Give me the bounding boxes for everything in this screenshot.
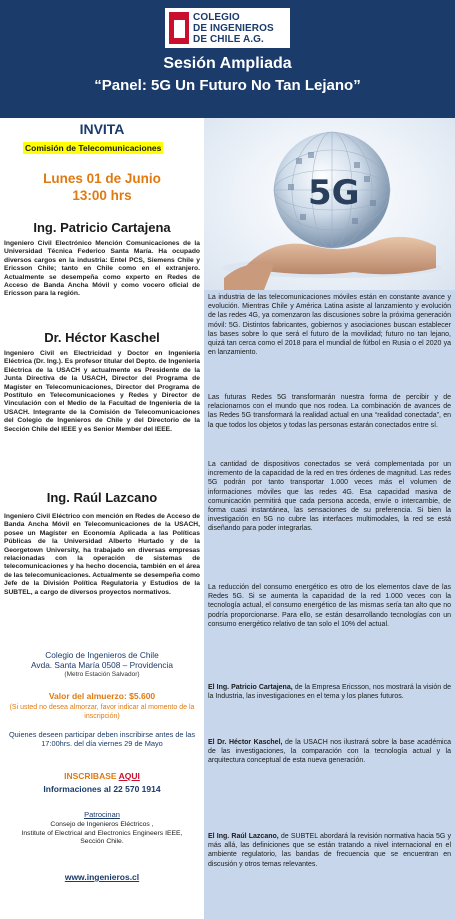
speaker-bio-kaschel: Ingeniero Civil en Electricidad y Doctor en Ingeniería Eléctrica (Dr. Ing.). Es profesor titular del Depto. de Ingeniería Eléctrica de la USACH y actualmente es Presidente de la Junta Directiva de la USACH, Director del Programa de Magíster en Telecomunicaciones, Director del Programa de Postítulo en Telecomunicaciones y Redes y Director de Vinculación con el Medio de la Facultad de Ingeniería de la USACH. Integrante de la Comisión de Telecomunicaciones del Colegio de Ingenieros de Chile y del Directorio de la Sección Chile del IEEE y es Senior Member del IEEE. xyxy=(4,350,200,433)
logo-mark-icon xyxy=(169,12,189,44)
hero-image xyxy=(204,118,455,290)
paragraph-lazcano-text: de SUBTEL abordará la revisión normativa hacia 5G y más allá, las definiciones que se están tratando a nivel internacional en el ambiente regulatorio, las bandas de frecuencia que se encuentran en discusión y otros temas relevantes. xyxy=(208,833,451,868)
speaker-bio-cartajena: Ingeniero Civil Electrónico Mención Comunicaciones de la Universidad Técnica Federico Santa María. Ha ocupado diversos cargos en la industria: Entel PCS, Siemens Chile y Ericsson Chile; tanto en Chile como en el extranjero. Actualmente se desempeña como experto en Redes de Acceso de Banda Ancha Móvil y como vocero oficial de Ericsson para la región. xyxy=(4,240,200,298)
speaker-name-cartajena: Ing. Patricio Cartajena xyxy=(33,220,171,235)
lunch-note: (Si usted no desea almorzar, favor indicar al momento de la inscripción) xyxy=(9,704,195,720)
inscribase-text: INSCRIBASE xyxy=(64,771,117,781)
info-phone: Informaciones al 22 570 1914 xyxy=(43,784,161,794)
venue-name: Colegio de Ingenieros de Chile xyxy=(45,650,159,660)
paragraph-cartajena xyxy=(208,683,451,701)
globe-5g-label: 5G xyxy=(308,173,360,213)
paragraph-cartajena-name: El Ing. Patricio Cartajena, xyxy=(208,684,293,691)
paragraph-lazcano-name: El Ing. Raúl Lazcano, xyxy=(208,833,279,840)
event-title: Sesión Ampliada xyxy=(163,55,292,72)
event-subtitle: “Panel: 5G Un Futuro No Tan Lejano” xyxy=(94,77,361,94)
logo-text: COLEGIO DE INGENIEROS DE CHILE A.G. xyxy=(193,11,274,45)
registration-deadline: Quienes deseen participar deben inscribirse antes de las 17:00hrs. del día viernes 29 de Mayo xyxy=(8,730,196,749)
venue-block xyxy=(0,650,204,680)
logo xyxy=(165,8,290,48)
register-line xyxy=(0,771,204,781)
sponsor-1: Consejo de Ingenieros Eléctricos , xyxy=(50,821,154,828)
website-link[interactable]: www.ingenieros.cl xyxy=(64,872,140,882)
invita-heading: INVITA xyxy=(79,121,125,137)
paragraph-transform: Las futuras Redes 5G transformarán nuestra forma de percibir y de relacionarnos con el mundo que nos rodea. La combinación de avances de las Redes 5G transformará la realidad actual en una “realidad conectada”, en la que todos los objetos y todas las personas estarán conectados entre sí. xyxy=(208,394,451,429)
paragraph-intro: La industria de las telecomunicaciones móviles están en constante avance y evolución. Mientras Chile y América Latina asiste al lanzamiento y evolución de las redes 4G, ya comenzaron las discusiones sobre la próxima generación móvil: 5G. Distintos fabricantes, gobiernos y asociaciones buscan establecer las bases sobre lo que será el futuro de la movilidad; futuro no tan lejano, quizá tan cerca como el 2018 para el mundial de fútbol en Rusia o el 2020 ya en lanzamiento. xyxy=(208,294,451,357)
sponsors-label: Patrocinan xyxy=(84,810,120,819)
paragraph-cartajena-text: de la Empresa Ericsson, nos mostrará la visión de la Industria, las investigaciones en el tema y los planes futuros. xyxy=(208,684,451,701)
venue-address: Avda. Santa María 0508 – Providencia xyxy=(31,660,173,670)
lunch-price: Valor del almuerzo: $5.600 xyxy=(48,691,156,701)
sponsor-2: Institute of Electrical and Electronics Engineers IEEE, xyxy=(21,829,183,837)
paragraph-kaschel xyxy=(208,738,451,766)
paragraph-energy: La reducción del consumo energético es otro de los elementos clave de las Redes 5G. Si se aumenta la capacidad de la red 1.000 veces con la tecnología actual, el consumo energético de las mismas sería tan alto que no podría proporcionarse. Para ello, se están desarrollando tecnologías con un consumo energético relativo de tan solo el 10% del actual. xyxy=(208,584,451,628)
venue-metro: (Metro Estación Salvador) xyxy=(64,671,140,678)
comision-label: Comisión de Telecomunicaciones xyxy=(25,143,162,153)
paragraph-lazcano xyxy=(208,832,451,869)
paragraph-capacity: La cantidad de dispositivos conectados se verá complementada por un incremento de la capacidad de la red en tres órdenes de magnitud. Las redes 5G podrán por tanto transportar 1.000 veces más el volumen de informaciones móviles que las redes 4G. Esa capacidad masiva de comunicación permitirá que cada persona acceda, envíe o intercambie, de forma cuasi instantánea, las sensaciones de su preferencia. Si bien la investigación en 5G no cubre las interfaces multimodales, la red se está diseñando para poder integrarlas. xyxy=(208,461,451,533)
sponsors-list xyxy=(0,821,204,847)
event-datetime xyxy=(0,170,204,204)
sponsor-3: Sección Chile. xyxy=(80,838,124,846)
paragraph-kaschel-name: El Dr. Héctor Kaschel, xyxy=(208,739,283,746)
event-date: Lunes 01 de Junio xyxy=(43,171,161,186)
paragraph-kaschel-text: de la USACH nos ilustrará sobre la base académica de las investigaciones, la comparación con la tecnología actual y la arquitectura conceptual de esta nueva generación. xyxy=(208,739,451,765)
register-link[interactable]: AQUI xyxy=(118,771,140,781)
speaker-name-kaschel: Dr. Héctor Kaschel xyxy=(44,330,160,345)
event-time: 13:00 hrs xyxy=(72,188,132,203)
speaker-bio-lazcano: Ingeniero Civil Eléctrico con mención en Redes de Acceso de Banda Ancha Móvil en Telecomunicaciones de la USACH, posee un Magíster en Economía Aplicada a las Políticas Públicas de la Universidad Alberto Hurtado y de la Georgetown University, ha trabajado en diversas empresas relacionadas con la operación de sistemas de telecomunicaciones y ha hecho docencia, también en el área de las telecomunicaciones. Actualmente se desempeña como Jefe de la División Política Regulatoria y Estudios de la SUBTEL, a cargo de diversos proyectos normativos. xyxy=(4,513,200,596)
header-banner xyxy=(0,0,455,118)
speaker-name-lazcano: Ing. Raúl Lazcano xyxy=(46,490,158,505)
